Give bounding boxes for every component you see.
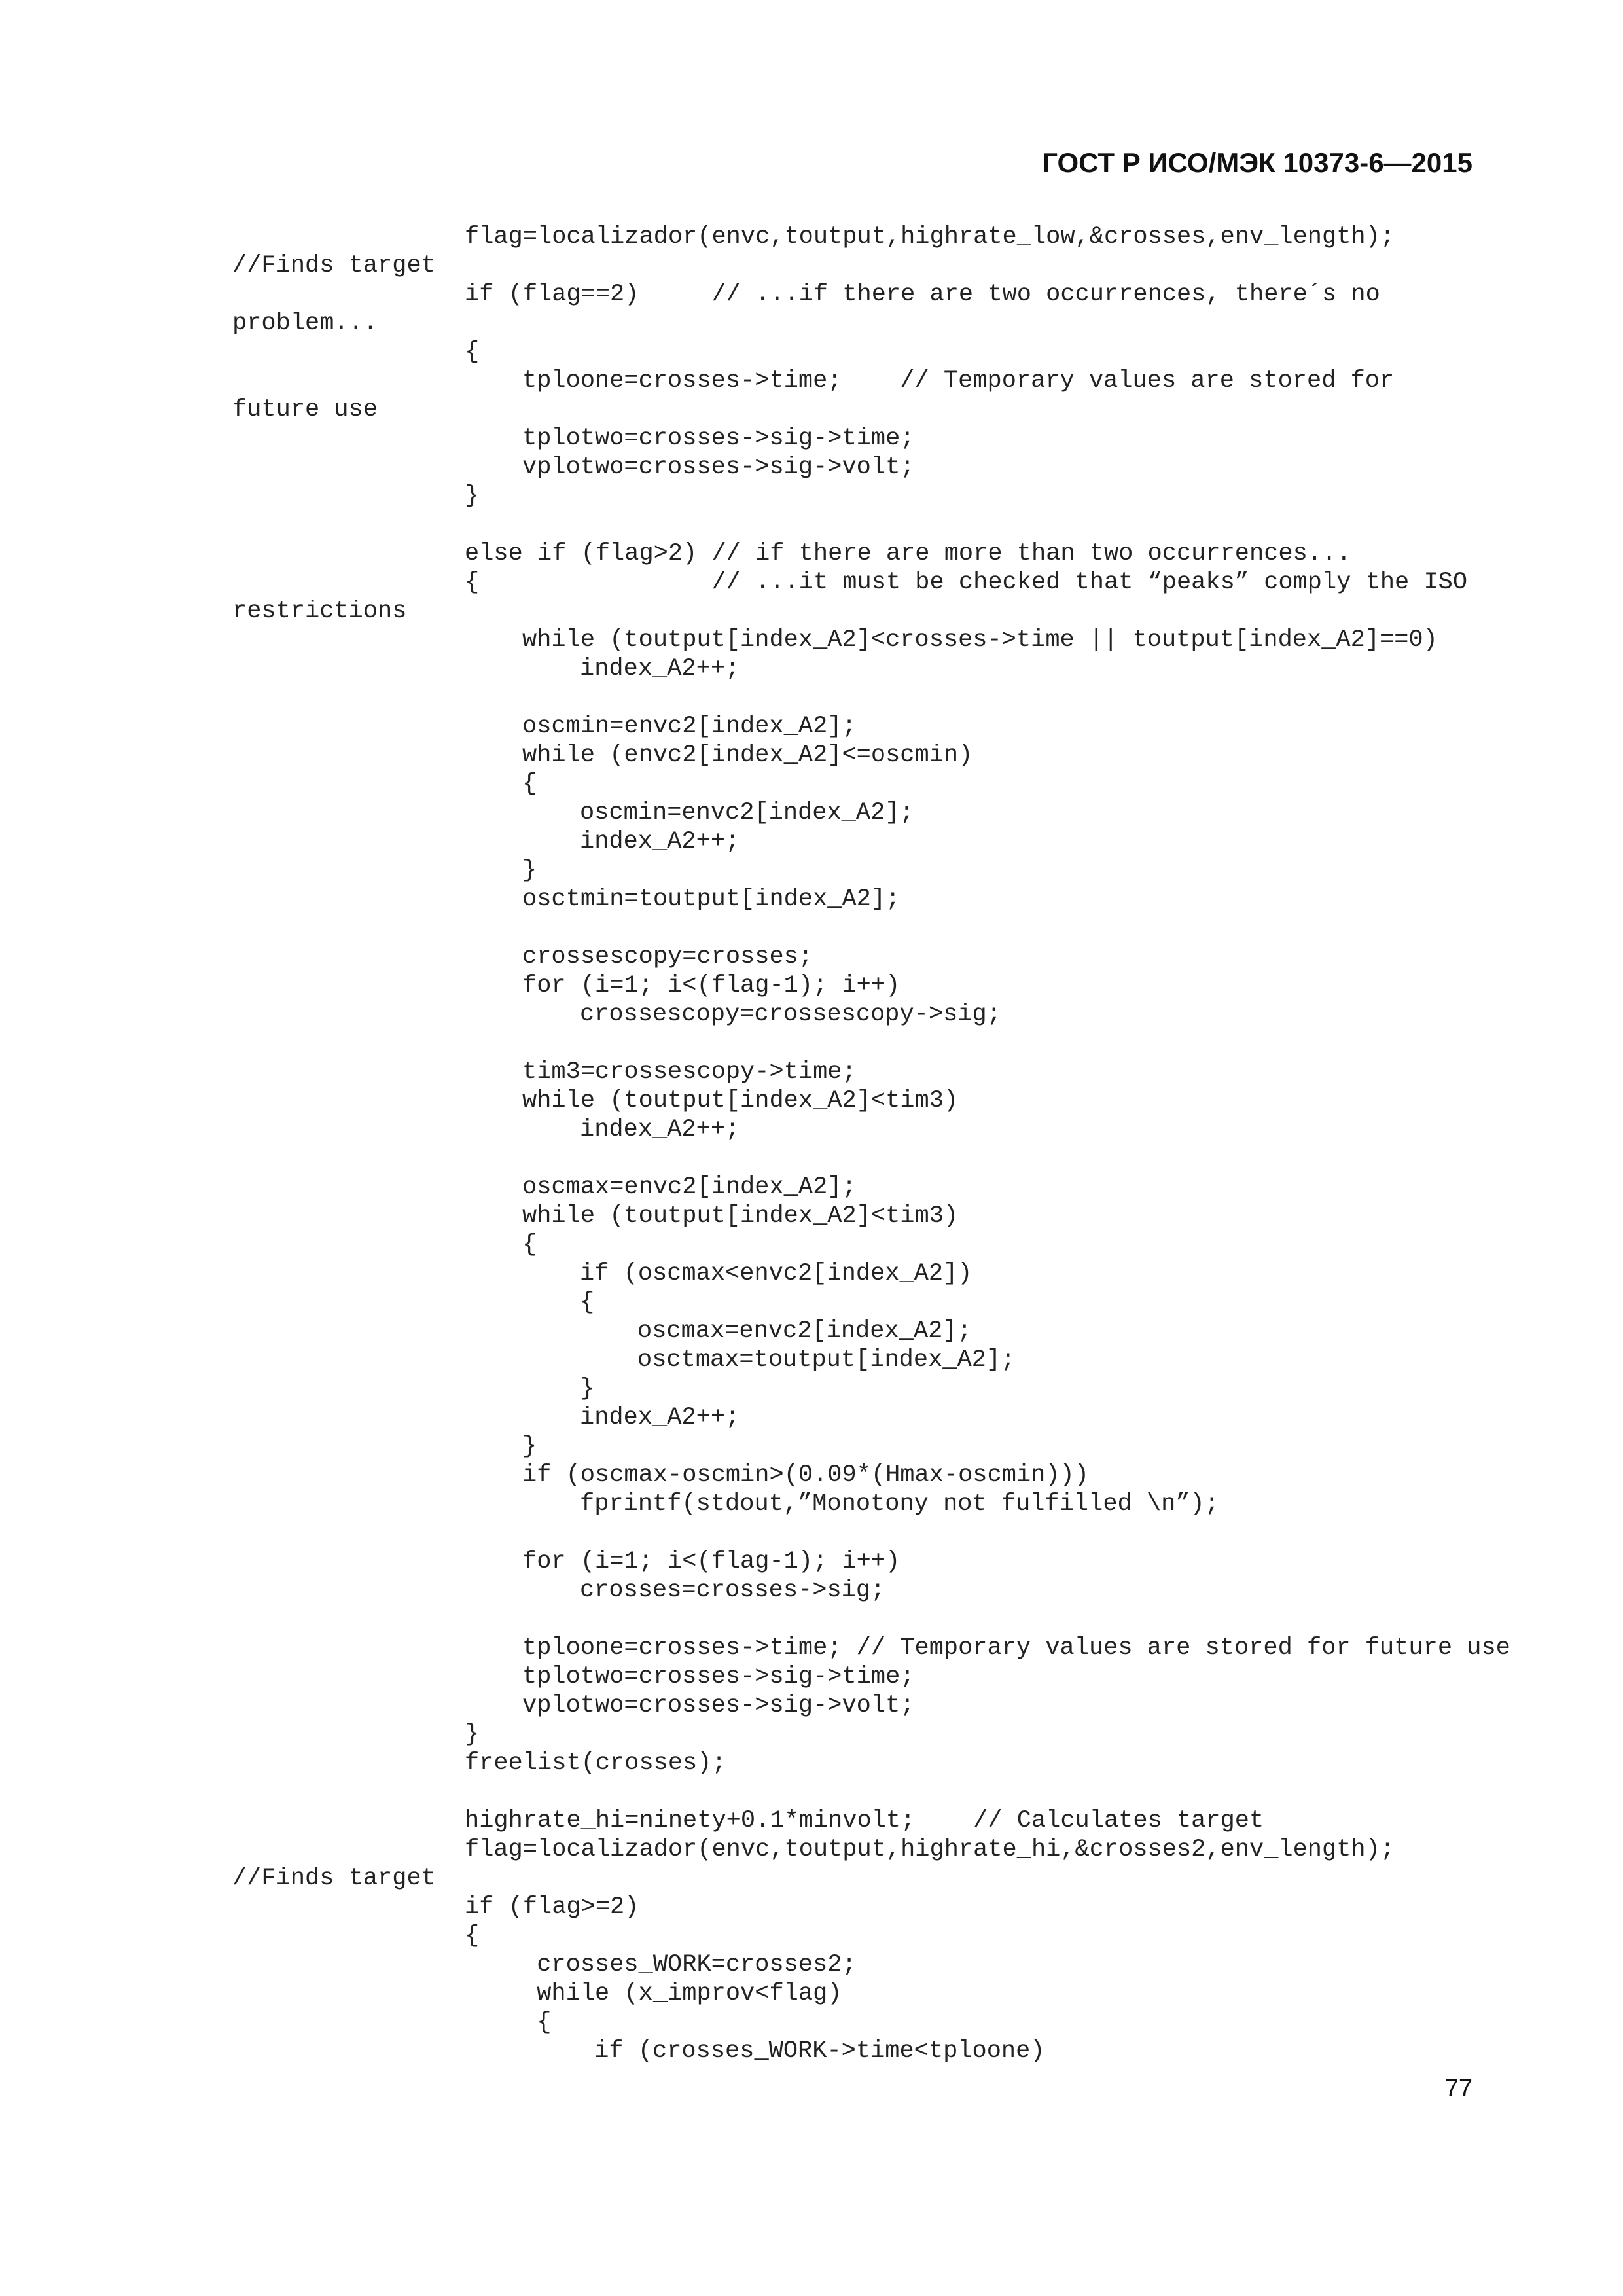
code-line: vplotwo=crosses->sig->volt; bbox=[522, 1692, 915, 1719]
code-line: oscmin=envc2[index_A2]; bbox=[580, 799, 914, 827]
code-line: } bbox=[465, 482, 480, 510]
code-line: while (toutput[index_A2]<tim3) bbox=[522, 1202, 959, 1230]
code-line: index_A2++; bbox=[580, 1116, 740, 1143]
code-line: fprintf(stdout,”Monotony not fulfilled \n”); bbox=[580, 1490, 1219, 1518]
code-line: while (toutput[index_A2]<tim3) bbox=[522, 1087, 959, 1115]
code-line: { bbox=[522, 1231, 537, 1259]
code-line: while (toutput[index_A2]<crosses->time || toutput[index_A2]==0) bbox=[522, 626, 1438, 654]
code-line: while (x_improv<flag) bbox=[522, 1980, 842, 2007]
code-listing bbox=[232, 223, 1528, 2066]
code-wrapped-line: restrictions bbox=[232, 598, 407, 625]
code-line: if (oscmax-oscmin>(0.09*(Hmax-oscmin))) bbox=[522, 1462, 1089, 1489]
page-number: 77 bbox=[1444, 2075, 1472, 2102]
code-line: crosses_WORK=crosses2; bbox=[522, 1951, 857, 1979]
code-line: flag=localizador(envc,toutput,highrate_hi,&crosses2,env_length); bbox=[465, 1836, 1395, 1863]
code-line: oscmin=envc2[index_A2]; bbox=[522, 713, 857, 740]
code-blank-line bbox=[232, 1778, 1528, 1806]
code-line: { bbox=[522, 770, 537, 798]
code-line: flag=localizador(envc,toutput,highrate_low,&crosses,env_length); bbox=[465, 223, 1395, 251]
code-line: highrate_hi=ninety+0.1*minvolt; // Calculates target bbox=[465, 1807, 1264, 1835]
code-line: oscmax=envc2[index_A2]; bbox=[522, 1174, 857, 1201]
code-blank-line bbox=[232, 914, 1528, 942]
code-blank-line bbox=[232, 1029, 1528, 1058]
code-line: tplotwo=crosses->sig->time; bbox=[522, 1663, 915, 1691]
code-line: oscmax=envc2[index_A2]; bbox=[637, 1318, 972, 1345]
code-blank-line bbox=[232, 511, 1528, 539]
code-line: else if (flag>2) // if there are more than two occurrences... bbox=[465, 540, 1351, 567]
code-line: { bbox=[522, 2009, 552, 2036]
code-line: } bbox=[580, 1375, 595, 1403]
code-line: if (crosses_WORK->time<tploone) bbox=[580, 2037, 1045, 2065]
code-line: freelist(crosses); bbox=[465, 1749, 726, 1777]
code-line: { bbox=[465, 1922, 480, 1950]
code-line: if (oscmax<envc2[index_A2]) bbox=[580, 1260, 972, 1287]
code-line: osctmax=toutput[index_A2]; bbox=[637, 1346, 1016, 1374]
code-blank-line bbox=[232, 1605, 1528, 1634]
code-line: for (i=1; i<(flag-1); i++) bbox=[522, 1548, 901, 1575]
standard-header: ГОСТ Р ИСО/МЭК 10373-6—2015 bbox=[1042, 147, 1472, 178]
code-blank-line bbox=[232, 1518, 1528, 1547]
code-line: } bbox=[522, 1433, 537, 1460]
code-line: index_A2++; bbox=[580, 1404, 740, 1431]
code-line: while (envc2[index_A2]<=oscmin) bbox=[522, 742, 973, 769]
code-line: crossescopy=crosses; bbox=[522, 943, 813, 971]
code-line: } bbox=[465, 1721, 480, 1748]
code-line: } bbox=[522, 857, 537, 884]
code-wrapped-line: problem... bbox=[232, 310, 378, 337]
code-line: index_A2++; bbox=[580, 828, 740, 855]
code-line: if (flag==2) // ...if there are two occurrences, there´s no bbox=[465, 281, 1380, 308]
code-line: for (i=1; i<(flag-1); i++) bbox=[522, 972, 901, 999]
code-line: crosses=crosses->sig; bbox=[580, 1577, 885, 1604]
code-wrapped-line: //Finds target bbox=[232, 1865, 436, 1892]
code-line: tplotwo=crosses->sig->time; bbox=[522, 425, 915, 452]
code-line: { bbox=[465, 338, 480, 366]
code-line: crossescopy=crossescopy->sig; bbox=[580, 1001, 1001, 1028]
code-line: tploone=crosses->time; // Temporary values are stored for future use bbox=[522, 1634, 1510, 1662]
code-line: vplotwo=crosses->sig->volt; bbox=[522, 454, 915, 481]
code-line: index_A2++; bbox=[580, 655, 740, 683]
code-line: { // ...it must be checked that “peaks” comply the ISO bbox=[465, 569, 1468, 596]
code-wrapped-line: future use bbox=[232, 396, 378, 423]
code-wrapped-line: //Finds target bbox=[232, 252, 436, 279]
code-line: tploone=crosses->time; // Temporary values are stored for bbox=[522, 367, 1395, 395]
code-line: tim3=crossescopy->time; bbox=[522, 1058, 857, 1086]
code-line: { bbox=[580, 1289, 595, 1316]
code-line: osctmin=toutput[index_A2]; bbox=[522, 886, 901, 913]
code-blank-line bbox=[232, 683, 1528, 712]
code-line: if (flag>=2) bbox=[465, 1893, 639, 1921]
code-blank-line bbox=[232, 1144, 1528, 1173]
